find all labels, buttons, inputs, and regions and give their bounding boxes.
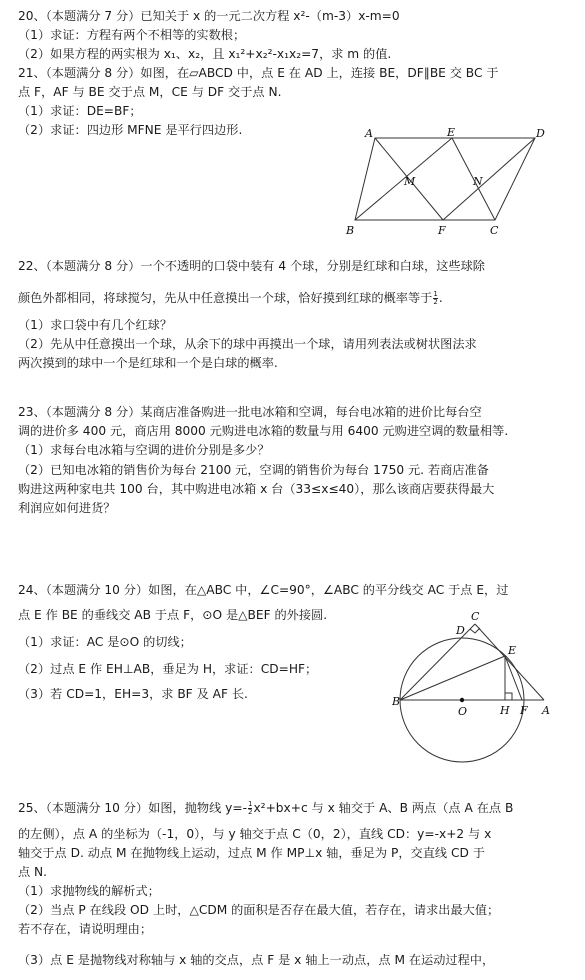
q22-frac-den: 2 [433,298,438,306]
q22-line2 [18,290,443,306]
q23-line1: 23、（本题满分 8 分）某商店准备购进一批电冰箱和空调，每台电冰箱的进价比每台空 [18,405,482,419]
q25-frac-den: 2 [248,808,253,816]
label-F: F [438,224,446,237]
q22-frac-num: 1 [433,290,438,298]
label-N: N [473,175,483,188]
label-O: O [458,705,468,718]
label-E: E [508,644,517,657]
q21-part1: （1）求证：DE=BF； [18,104,142,118]
q24-line2: 点 E 作 BE 的垂线交 AB 于点 F，⊙O 是△BEF 的外接圆. [18,608,328,622]
right-angle-h [505,693,512,700]
q24-part2: （2）过点 E 作 EH⊥AB，垂足为 H，求证：CD=HF； [18,662,318,676]
q24-part1: （1）求证：AC 是⊙O 的切线； [18,635,192,649]
q24-part3: （3）若 CD=1，EH=3，求 BF 及 AF 长. [18,687,248,701]
q25-part3: （3）点 E 是抛物线对称轴与 x 轴的交点，点 F 是 x 轴上一动点，点 M 在运动过程中， [18,953,495,967]
q25-line2: 的左侧），点 A 的坐标为（-1，0），与 y 轴交于点 C（0，2），直线 CD：y=-x+2 与 x [18,827,492,841]
q22-line1: 22、（本题满分 8 分）一个不透明的口袋中装有 4 个球，分别是红球和白球，这些球除 [18,259,485,273]
label-F: F [520,704,528,717]
q22-part1: （1）求口袋中有几个红球？ [18,318,173,332]
q23-part2c: 利润应如何进货？ [18,501,116,515]
label-A: A [365,128,373,140]
segment-be [400,656,505,700]
q22-part2a: （2）先从中任意摸出一个球，从余下的球中再摸出一个球，请用列表法或树状图法求 [18,337,477,351]
q25-part2b: 若不存在，请说明理由； [18,922,153,936]
q25-line1a: 25、（本题满分 10 分）如图，抛物线 y=- [18,801,247,815]
q22-part2b: 两次摸到的球中一个是红球和一个是白球的概率. [18,356,278,370]
q21-parallelogram-figure [340,128,550,240]
label-B: B [392,695,401,708]
q21-part2: （2）求证：四边形 MFNE 是平行四边形. [18,123,243,137]
label-B: B [346,224,355,237]
right-angle-c [470,628,480,633]
q22-fraction [433,291,437,306]
q20-part1: （1）求证：方程有两个不相等的实数根； [18,28,246,42]
q25-part2a: （2）当点 P 在线段 OD 上时，△CDM 的面积是否存在最大值，若存在，请求出最大值； [18,903,500,917]
q25-part1: （1）求抛物线的解析式； [18,884,160,898]
q22-line2-end: . [438,291,443,305]
q25-fraction [248,801,252,816]
label-M: M [404,175,416,188]
q25-line1b: x²+bx+c 与 x 轴交于 A、B 两点（点 A 在点 B [253,801,514,815]
q23-line2: 调的进价多 400 元，商店用 8000 元购进电冰箱的数量与用 6400 元购进空调的数量相等. [18,424,509,438]
q23-part2b: 购进这两种家电共 100 台，其中购进电冰箱 x 台（33≤x≤40），那么该商店要获得最大 [18,482,495,496]
q24-line1: 24、（本题满分 10 分）如图，在△ABC 中，∠C=90°，∠ABC 的平分线交 AC 于点 E，过 [18,583,509,597]
label-D: D [456,624,465,637]
q23-part1: （1）求每台电冰箱与空调的进价分别是多少？ [18,443,270,457]
label-E: E [447,128,456,139]
q22-line2-text: 颜色外都相同，将球搅匀，先从中任意摸出一个球，恰好摸到红球的概率等于 [18,291,433,305]
label-A: A [542,704,550,717]
q25-line4: 点 N. [18,865,48,879]
center-dot-o [460,698,464,702]
q24-circle-figure [392,608,567,768]
q25-line1 [18,800,513,816]
label-D: D [536,128,545,140]
label-H: H [500,704,510,717]
q21-line2: 点 F，AF 与 BE 交于点 M，CE 与 DF 交于点 N. [18,85,282,99]
label-C: C [490,224,499,237]
q21-line1: 21、（本题满分 8 分）如图，在▱ABCD 中，点 E 在 AD 上，连接 BE，DF∥BE 交 BC 于 [18,66,499,80]
q25-line3: 轴交于点 D. 动点 M 在抛物线上运动，过点 M 作 MP⊥x 轴，垂足为 P，交直线 CD 于 [18,846,485,860]
q20-part2: （2）如果方程的两实根为 x₁、x₂，且 x₁²+x₂²-x₁x₂=7，求 m 的值. [18,47,392,61]
parallelogram-abcd [355,138,535,220]
q20-title: 20、（本题满分 7 分）已知关于 x 的一元二次方程 x²-（m-3）x-m=0 [18,9,400,23]
segment-ca [475,624,544,700]
label-C: C [471,610,480,623]
q23-part2a: （2）已知电冰箱的销售价为每台 2100 元，空调的销售价为每台 1750 元. 若商店准备 [18,463,489,477]
q25-frac-num: 1 [248,800,253,808]
